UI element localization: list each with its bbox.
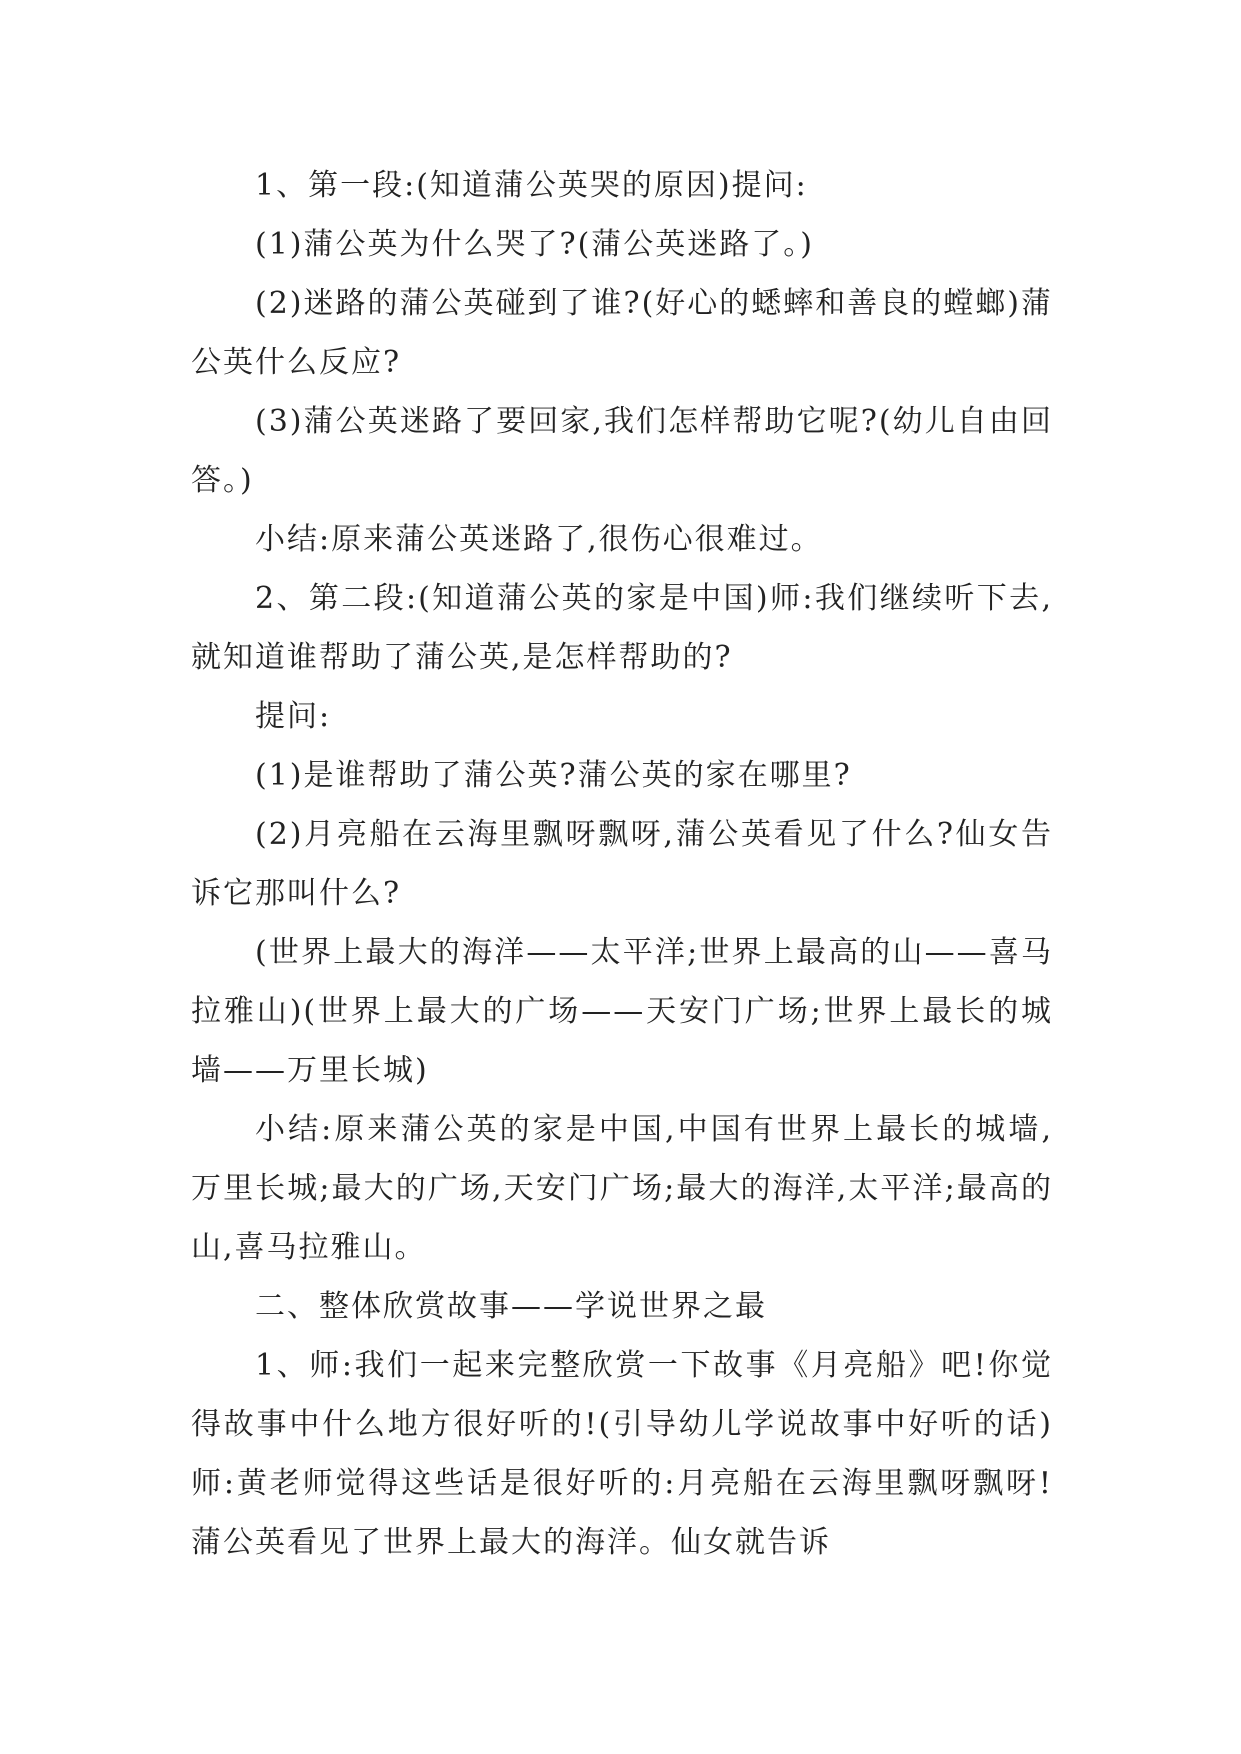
- paragraph-story-appreciation: 1、师:我们一起来完整欣赏一下故事《月亮船》吧!你觉得故事中什么地方很好听的!(引导幼儿学说故事中好听的话)师:黄老师觉得这些话是很好听的:月亮船在云海里飘呀飘呀!蒲公英看见了世界上最大的海洋。仙女就告诉: [191, 1348, 1053, 1560]
- document-body: [191, 156, 1053, 1572]
- paragraph-question-1: (1)蒲公英为什么哭了?(蒲公英迷路了。): [255, 227, 814, 262]
- paragraph-question-4: (1)是谁帮助了蒲公英?蒲公英的家在哪里?: [255, 758, 852, 793]
- paragraph-section-1-heading: 1、第一段:(知道蒲公英哭的原因)提问:: [255, 168, 808, 203]
- paragraph-question-5: (2)月亮船在云海里飘呀飘呀,蒲公英看见了什么?仙女告诉它那叫什么?: [191, 817, 1053, 911]
- paragraph-summary-2: 小结:原来蒲公英的家是中国,中国有世界上最长的城墙,万里长城;最大的广场,天安门广场;最大的海洋,太平洋;最高的山,喜马拉雅山。: [191, 1112, 1053, 1265]
- paragraph-section-2-heading: 2、第二段:(知道蒲公英的家是中国)师:我们继续听下去,就知道谁帮助了蒲公英,是怎样帮助的?: [191, 581, 1053, 675]
- paragraph-ask-label: 提问:: [255, 699, 332, 734]
- paragraph-summary-1: 小结:原来蒲公英迷路了,很伤心很难过。: [255, 522, 823, 557]
- paragraph-world-records: (世界上最大的海洋——太平洋;世界上最高的山——喜马拉雅山)(世界上最大的广场——天安门广场;世界上最长的城墙——万里长城): [191, 935, 1053, 1088]
- paragraph-question-2: (2)迷路的蒲公英碰到了谁?(好心的蟋蟀和善良的螳螂)蒲公英什么反应?: [191, 286, 1053, 380]
- paragraph-part-2-heading: 二、整体欣赏故事——学说世界之最: [255, 1289, 767, 1324]
- paragraph-question-3: (3)蒲公英迷路了要回家,我们怎样帮助它呢?(幼儿自由回答。): [191, 404, 1053, 498]
